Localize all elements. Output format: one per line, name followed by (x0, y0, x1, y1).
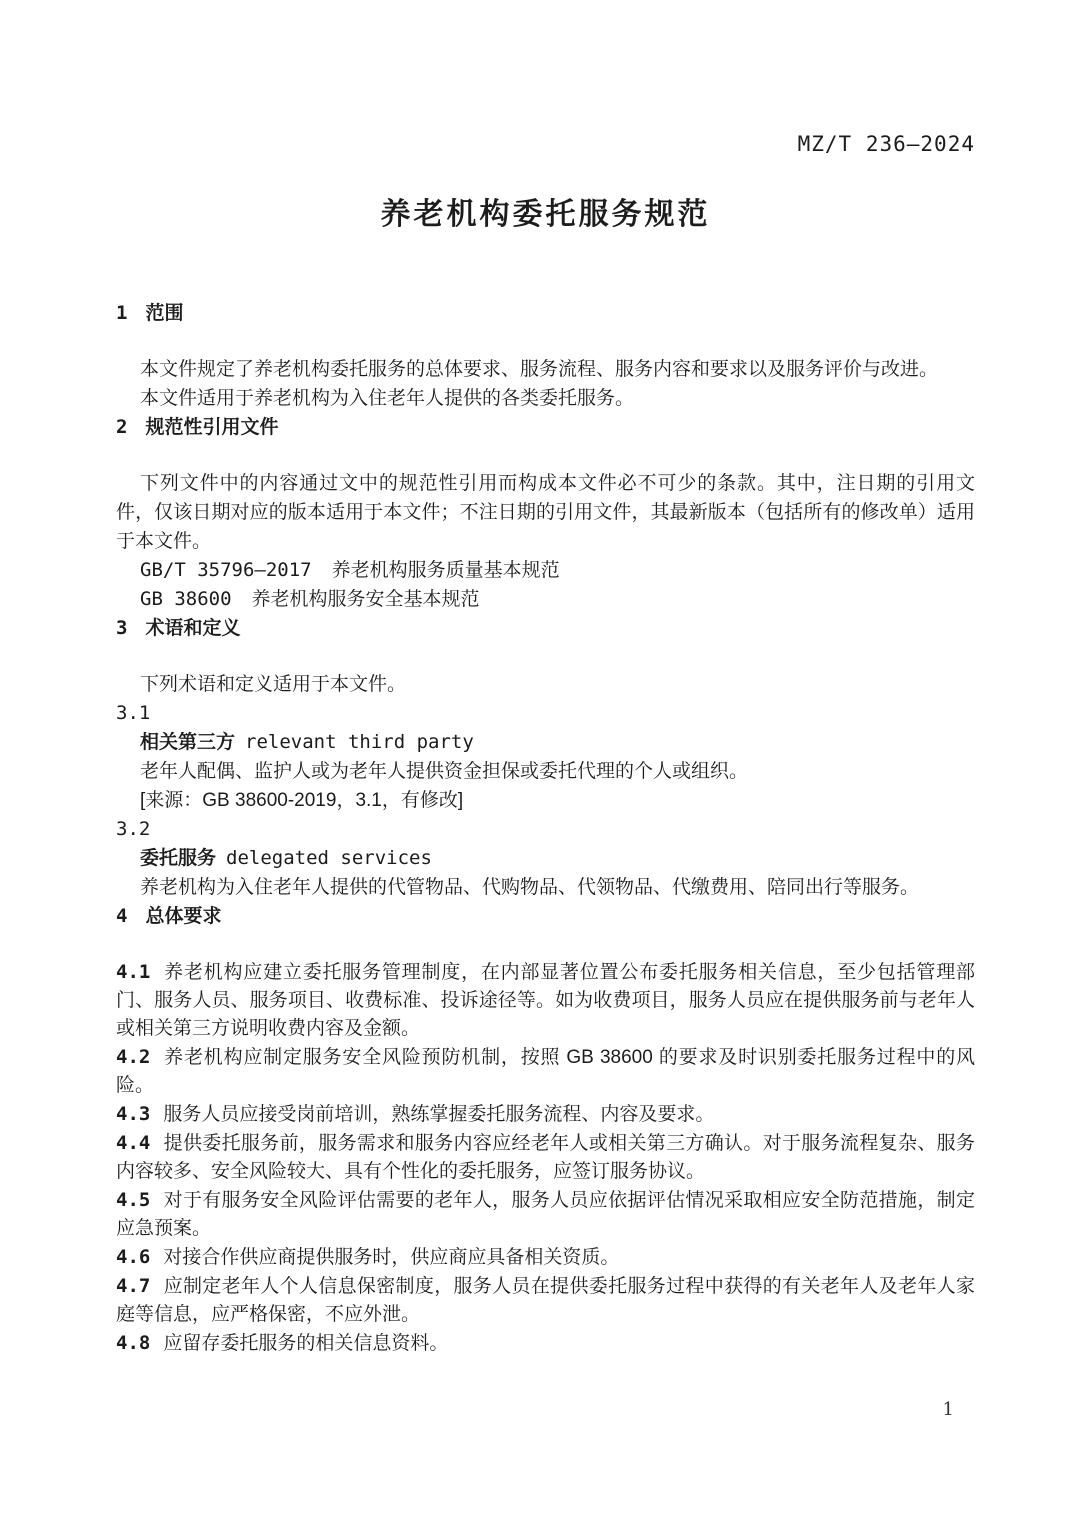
term-name-line (116, 728, 975, 757)
section-heading-general-requirements (116, 902, 975, 931)
section-heading-normative-references (116, 413, 975, 442)
clause-text: 对接合作供应商提供服务时，供应商应具备相关资质。 (163, 1247, 620, 1268)
clause-number: 4.5 (116, 1189, 151, 1211)
clause-number: 4.1 (116, 961, 151, 983)
doc-code: MZ/T 236—2024 (797, 132, 975, 156)
term-number: 3.1 (116, 702, 151, 724)
section-title: 规范性引用文件 (145, 417, 279, 438)
clause-number: 4.6 (116, 1246, 151, 1268)
clause-number: 4.2 (116, 1046, 151, 1068)
term-entry-3-2 (116, 815, 975, 902)
clause-4-2 (116, 1043, 975, 1100)
section-number: 3 (116, 617, 128, 639)
clause-text: 应留存委托服务的相关信息资料。 (163, 1333, 449, 1354)
term-definition: 老年人配偶、监护人或为老年人提供资金担保或委托代理的个人或组织。 (140, 761, 749, 782)
reference-code: GB 38600 (140, 588, 232, 610)
clause-text: 服务人员应接受岗前培训，熟练掌握委托服务流程、内容及要求。 (163, 1104, 715, 1125)
clause-4-6 (116, 1243, 975, 1272)
clause-list (116, 958, 975, 1358)
section-title: 术语和定义 (145, 618, 241, 639)
term-name-en: delegated services (226, 847, 432, 869)
section-general-requirements (116, 902, 975, 1358)
section-title: 范围 (145, 303, 184, 324)
section-number: 1 (116, 302, 128, 324)
term-number: 3.2 (116, 818, 151, 840)
page-number: 1 (942, 1399, 954, 1420)
section-title: 总体要求 (145, 906, 222, 927)
section-terms-definitions (116, 614, 975, 902)
term-name-en: relevant third party (245, 731, 474, 753)
reference-name: 养老机构服务安全基本规范 (251, 589, 480, 610)
section-scope (116, 299, 975, 413)
clause-number: 4.4 (116, 1132, 151, 1154)
paragraph-scope-1: 本文件规定了养老机构委托服务的总体要求、服务流程、服务内容和要求以及服务评价与改进。 (140, 359, 939, 380)
clause-number: 4.3 (116, 1103, 151, 1125)
clause-4-7 (116, 1272, 975, 1329)
paragraph-scope-2: 本文件适用于养老机构为入住老年人提供的各类委托服务。 (140, 388, 635, 409)
term-source: [来源：GB 38600-2019，3.1，有修改] (140, 790, 464, 811)
clause-4-5 (116, 1186, 975, 1243)
clause-number: 4.7 (116, 1275, 151, 1297)
clause-text: 提供委托服务前，服务需求和服务内容应经老年人或相关第三方确认。对于服务流程复杂、服务内容较多、安全风险较大、具有个性化的委托服务，应签订服务协议。 (116, 1133, 975, 1182)
doc-title: 养老机构委托服务规范 (380, 198, 711, 231)
section-heading-terms (116, 614, 975, 643)
section-heading-scope (116, 299, 975, 328)
term-definition: 养老机构为入住老年人提供的代管物品、代购物品、代领物品、代缴费用、陪同出行等服务。 (140, 877, 920, 898)
reference-name: 养老机构服务质量基本规范 (331, 560, 560, 581)
term-name-line (116, 844, 975, 873)
reference-item (116, 585, 975, 614)
reference-item (116, 556, 975, 585)
term-entry-3-1 (116, 699, 975, 815)
section-number: 4 (116, 905, 128, 927)
clause-text: 对于有服务安全风险评估需要的老年人，服务人员应依据评估情况采取相应安全防范措施，制定应急预案。 (116, 1190, 975, 1239)
section-number: 2 (116, 416, 128, 438)
clause-4-3 (116, 1100, 975, 1129)
term-name-zh: 相关第三方 (140, 732, 236, 753)
clause-4-8 (116, 1329, 975, 1358)
term-name-zh: 委托服务 (140, 848, 217, 869)
terms-intro: 下列术语和定义适用于本文件。 (140, 674, 407, 695)
clause-text: 应制定老年人个人信息保密制度，服务人员在提供委托服务过程中获得的有关老年人及老年人家庭等信息，应严格保密，不应外泄。 (116, 1276, 975, 1325)
paragraph-normative-intro: 下列文件中的内容通过文中的规范性引用而构成本文件必不可少的条款。其中，注日期的引用文件，仅该日期对应的版本适用于本文件；不注日期的引用文件，其最新版本（包括所有的修改单）适用于本文件。 (116, 473, 975, 552)
section-normative-references (116, 413, 975, 614)
clause-4-1 (116, 958, 975, 1043)
clause-number: 4.8 (116, 1332, 151, 1354)
reference-code: GB/T 35796—2017 (140, 559, 312, 581)
clause-text: 养老机构应制定服务安全风险预防机制，按照 GB 38600 的要求及时识别委托服务过程中的风险。 (116, 1047, 975, 1096)
clause-text: 养老机构应建立委托服务管理制度，在内部显著位置公布委托服务相关信息，至少包括管理部门、服务人员、服务项目、收费标准、投诉途径等。如为收费项目，服务人员应在提供服务前与老年人或相关第三方说明收费内容及金额。 (116, 962, 975, 1039)
clause-4-4 (116, 1129, 975, 1186)
